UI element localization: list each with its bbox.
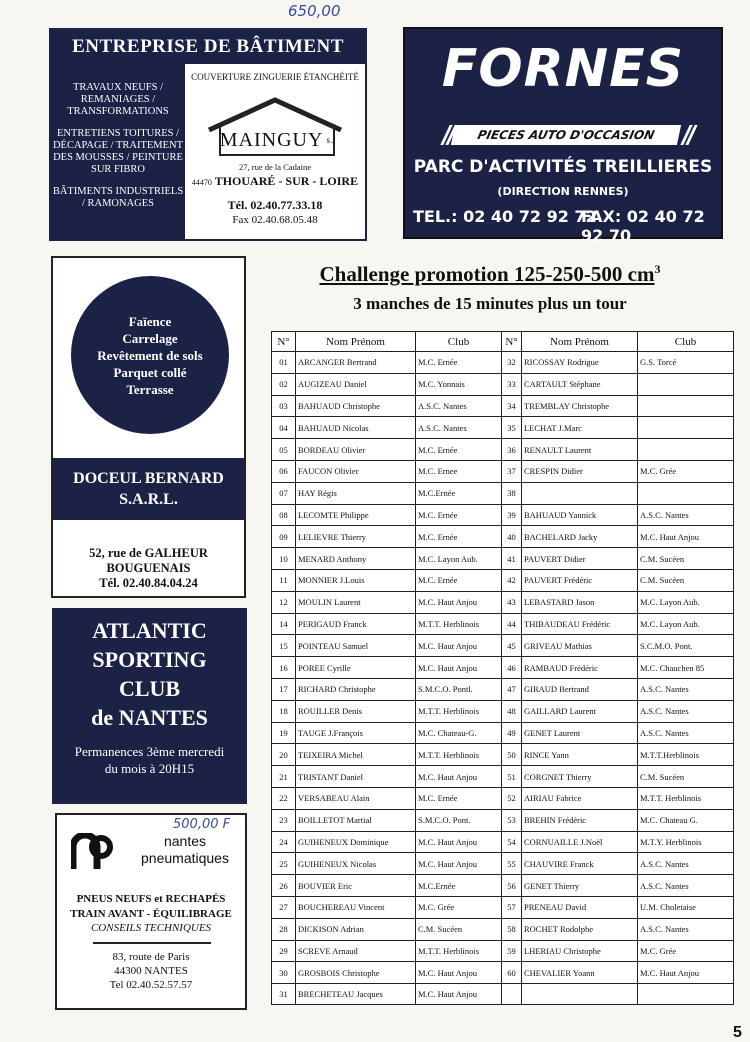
city: BOUGUENAIS: [106, 561, 191, 575]
entry-number: 11: [272, 569, 296, 591]
entry-club: [638, 417, 734, 439]
doceul-sarl: S.A.R.L.: [119, 491, 178, 508]
entry-table-body: [272, 352, 734, 1005]
entry-number: 44: [502, 613, 522, 635]
entry-number: 37: [502, 460, 522, 482]
entry-name: PERIGAUD Franck: [296, 613, 416, 635]
entry-club: A.S.C. Nantes: [416, 417, 502, 439]
entry-number: 12: [272, 591, 296, 613]
entry-name: RICHARD Christophe: [296, 678, 416, 700]
entry-name: GENET Laurent: [522, 722, 638, 744]
entry-number: 33: [502, 373, 522, 395]
entry-name: BREHIN Frédéric: [522, 809, 638, 831]
entry-name: CRESPIN Didier: [522, 460, 638, 482]
entry-club: C.M. Sucéen: [638, 569, 734, 591]
entry-name: DICKISON Adrian: [296, 918, 416, 940]
entry-name: GUIHENEUX Dominique: [296, 831, 416, 853]
entry-number: 39: [502, 504, 522, 526]
table-row: [272, 766, 734, 788]
entry-number: 40: [502, 526, 522, 548]
entry-club: M.C.Ernée: [416, 482, 502, 504]
entry-club: M.C. Haut Anjou: [416, 853, 502, 875]
entry-club: M.C. Ernée: [416, 526, 502, 548]
table-row: [272, 700, 734, 722]
table-row: [272, 591, 734, 613]
entry-name: TREMBLAY Christophe: [522, 395, 638, 417]
table-row: [272, 482, 734, 504]
entry-name: ROUILLER Denis: [296, 700, 416, 722]
entry-number: 23: [272, 809, 296, 831]
entry-number: 06: [272, 460, 296, 482]
table-row: [272, 526, 734, 548]
divider: [93, 942, 211, 944]
column-header: N°: [502, 332, 522, 352]
atlantic-permanences: [52, 743, 247, 777]
table-row: [272, 896, 734, 918]
np-line3: CONSEILS TECHNIQUES: [90, 922, 212, 934]
table-row: [272, 657, 734, 679]
entry-club: M.C. Grée: [416, 896, 502, 918]
table-row: [272, 787, 734, 809]
table-row: [272, 635, 734, 657]
entry-number: 27: [272, 896, 296, 918]
entry-name: VERSABEAU Alain: [296, 787, 416, 809]
np-name: [133, 833, 237, 867]
entry-club: C.M. Sucéen: [416, 918, 502, 940]
entry-name: GRIVEAU Mathias: [522, 635, 638, 657]
challenge-title-text: Challenge promotion 125-250-500 cm: [319, 262, 655, 286]
circle-line: Revêtement de sols: [97, 347, 203, 363]
entry-club: M.C. Ernee: [416, 460, 502, 482]
entry-club: [638, 373, 734, 395]
entry-name: FAUCON Olivier: [296, 460, 416, 482]
entry-club: M.C. Haut Anjou: [416, 591, 502, 613]
table-row: [272, 722, 734, 744]
table-header-row: [272, 332, 734, 352]
entry-number: 25: [272, 853, 296, 875]
circle-line: Terrasse: [126, 381, 174, 397]
entry-number: 45: [502, 635, 522, 657]
entry-name: LECHAT J.Marc: [522, 417, 638, 439]
page-number: 5: [733, 1024, 742, 1041]
entry-name: BAHUAUD Yannick: [522, 504, 638, 526]
fax: Fax 02.40.68.05.48: [232, 214, 318, 226]
entry-club: M.C. Haut Anjou: [416, 635, 502, 657]
entry-name: BOILLETOT Martial: [296, 809, 416, 831]
entry-number: 10: [272, 548, 296, 570]
table-row: [272, 395, 734, 417]
entry-club: C.M. Sucéen: [638, 766, 734, 788]
table-row: [272, 853, 734, 875]
np-line2: TRAIN AVANT - ÉQUILIBRAGE: [70, 908, 232, 920]
service-group: BÂTIMENTS INDUSTRIELS / RAMONAGES: [52, 186, 184, 209]
entry-name: BORDEAU Olivier: [296, 439, 416, 461]
column-header: N°: [272, 332, 296, 352]
tel: Tél. 02.40.77.33.18: [227, 198, 323, 212]
entry-number: 41: [502, 548, 522, 570]
entry-club: M.C. Ernée: [416, 569, 502, 591]
entry-name: PRENEAU David: [522, 896, 638, 918]
entry-number: 21: [272, 766, 296, 788]
entry-name: CORGNET Thierry: [522, 766, 638, 788]
entry-club: [638, 482, 734, 504]
entry-number: 17: [272, 678, 296, 700]
column-header: Nom Prénom: [522, 332, 638, 352]
entry-club: [638, 439, 734, 461]
doceul-name: DOCEUL BERNARD: [73, 470, 224, 487]
entry-club: S.C.M.O. Pont.: [638, 635, 734, 657]
entry-club: M.T.T. Herblinois: [638, 787, 734, 809]
entry-number: 05: [272, 439, 296, 461]
entry-number: 52: [502, 787, 522, 809]
entry-number: [502, 984, 522, 1005]
entry-number: 31: [272, 984, 296, 1005]
company-logo: [219, 126, 335, 156]
entry-club: [638, 395, 734, 417]
ad-fornes: [403, 27, 723, 245]
entry-number: 51: [502, 766, 522, 788]
entry-name: RICOSSAY Rodrigue: [522, 352, 638, 374]
entry-number: 09: [272, 526, 296, 548]
entry-club: A.S.C. Nantes: [638, 853, 734, 875]
entry-name: GENET Thierry: [522, 875, 638, 897]
table-row: [272, 613, 734, 635]
fornes-direction: (DIRECTION RENNES): [497, 185, 629, 198]
company-suffix: s.: [326, 135, 335, 145]
entry-number: 54: [502, 831, 522, 853]
entry-name: LELIEVRE Thierry: [296, 526, 416, 548]
handwritten-price: 500,00 F: [173, 817, 231, 832]
entry-name: BAHUAUD Christophe: [296, 395, 416, 417]
entry-name: MENARD Anthony: [296, 548, 416, 570]
entry-name: GIRAUD Bertrand: [522, 678, 638, 700]
np-city: 44300 NANTES: [114, 965, 188, 977]
entry-number: 53: [502, 809, 522, 831]
entry-club: M.C. Layon Aub.: [638, 591, 734, 613]
table-row: [272, 439, 734, 461]
entry-number: 56: [502, 875, 522, 897]
entry-number: 29: [272, 940, 296, 962]
entry-name: CARTAULT Stéphane: [522, 373, 638, 395]
ad-nantes-pneumatiques: [55, 813, 247, 1010]
entry-name: BRECHETEAU Jacques: [296, 984, 416, 1005]
entry-name: MONNIER J.Louis: [296, 569, 416, 591]
entry-club: [638, 984, 734, 1005]
entry-number: 36: [502, 439, 522, 461]
fornes-park: PARC D'ACTIVITÉS TREILLIERES: [413, 157, 713, 177]
entry-club: M.C. Haut Anjou: [416, 766, 502, 788]
entry-club: A.S.C. Nantes: [416, 395, 502, 417]
name-line: nantes: [163, 833, 207, 849]
tel: Tél. 02.40.84.04.24: [99, 576, 198, 590]
entry-name: ROCHET Rodolphe: [522, 918, 638, 940]
ad-mainguy-right: [185, 64, 365, 239]
entry-number: 35: [502, 417, 522, 439]
entry-name: CHAUVIRE Franck: [522, 853, 638, 875]
atlantic-title: [52, 616, 247, 732]
entry-name: POREE Cyrille: [296, 657, 416, 679]
column-header: Club: [416, 332, 502, 352]
table-row: [272, 831, 734, 853]
entry-name: TEIXEIRA Michel: [296, 744, 416, 766]
fornes-tel: TEL.: 02 40 72 92 72: [413, 207, 597, 226]
title-line: de NANTES: [91, 705, 208, 730]
company-name: MAINGUY: [219, 128, 324, 151]
entry-club: M.C. Yonnais: [416, 373, 502, 395]
table-row: [272, 875, 734, 897]
entry-club: S.M.C.O. Pont.: [416, 809, 502, 831]
entry-club: A.S.C. Nantes: [638, 918, 734, 940]
service-group: ENTRETIENS TOITURES / DÉCAPAGE / TRAITEMENT DES MOUSSES / PEINTURE SUR FIBRO: [52, 128, 184, 175]
entry-name: TRISTANT Daniel: [296, 766, 416, 788]
entry-number: 47: [502, 678, 522, 700]
circle-line: Carrelage: [122, 330, 178, 346]
challenge-subtitle: 3 manches de 15 minutes plus un tour: [353, 294, 627, 313]
text-line: Permanences 3ème mercredi: [74, 744, 225, 759]
city: THOUARÉ - SUR - LOIRE: [214, 174, 359, 188]
entry-number: 02: [272, 373, 296, 395]
entry-name: BACHELARD Jacky: [522, 526, 638, 548]
doceul-name-band: [53, 458, 244, 520]
stripe-decoration: [680, 125, 697, 145]
entry-name: GROSBOIS Christophe: [296, 962, 416, 984]
entry-club: A.S.C. Nantes: [638, 504, 734, 526]
entry-name: CORNUAILLE J.Noël: [522, 831, 638, 853]
entry-name: RENAULT Laurent: [522, 439, 638, 461]
fornes-fax: FAX: 02 40 72 92 70: [581, 207, 705, 245]
np-line1: PNEUS NEUFS et RECHAPÉS: [76, 893, 226, 905]
ad-mainguy-header: ENTREPRISE DE BÂTIMENT: [51, 30, 365, 64]
entry-name: RINCE Yann: [522, 744, 638, 766]
entry-number: 55: [502, 853, 522, 875]
entry-number: 59: [502, 940, 522, 962]
table-row: [272, 744, 734, 766]
entry-number: 28: [272, 918, 296, 940]
entry-number: 42: [502, 569, 522, 591]
city-line: [185, 174, 365, 189]
entry-club: M.T.T. Herblinois: [416, 940, 502, 962]
entry-name: POINTEAU Samuel: [296, 635, 416, 657]
street: 27, rue de la Cadaine: [239, 162, 311, 172]
entry-club: M.T.T. Herblinois: [416, 700, 502, 722]
name-line: pneumatiques: [141, 850, 229, 866]
ad-doceul: [51, 256, 246, 598]
table-row: [272, 918, 734, 940]
entry-name: MOULIN Laurent: [296, 591, 416, 613]
entry-number: 43: [502, 591, 522, 613]
entry-name: LHERIAU Christophe: [522, 940, 638, 962]
entry-club: A.S.C. Nantes: [638, 678, 734, 700]
table-row: [272, 548, 734, 570]
entry-name: HAY Régis: [296, 482, 416, 504]
entry-club: M.C. Chateau-G.: [416, 722, 502, 744]
entry-number: 18: [272, 700, 296, 722]
entry-number: 14: [272, 613, 296, 635]
entry-name: [522, 984, 638, 1005]
np-logo-icon: [71, 833, 113, 871]
ad-mainguy: [49, 28, 367, 241]
entry-name: THIBAUDEAU Frédéric: [522, 613, 638, 635]
entry-club: M.C. Haut Anjou: [416, 657, 502, 679]
entry-club: S.M.C.O. Pontl.: [416, 678, 502, 700]
entry-number: 49: [502, 722, 522, 744]
entry-name: BAHUAUD Nicolas: [296, 417, 416, 439]
text-line: du mois à 20H15: [104, 761, 195, 776]
entry-number: 01: [272, 352, 296, 374]
entry-name: RAMBAUD Frédéric: [522, 657, 638, 679]
table-row: [272, 352, 734, 374]
np-street: 83, route de Paris: [112, 951, 190, 963]
entry-club: M.C. Haut Anjou: [416, 962, 502, 984]
entry-name: BOUVIER Eric: [296, 875, 416, 897]
challenge-title: [240, 262, 740, 287]
entry-number: 34: [502, 395, 522, 417]
services-circle: [71, 276, 229, 434]
entry-name: [522, 482, 638, 504]
entry-club: C.M. Sucéen: [638, 548, 734, 570]
entry-number: 46: [502, 657, 522, 679]
table-row: [272, 809, 734, 831]
challenge-title-sup: 3: [654, 262, 661, 276]
entry-club: M.C. Chateau G.: [638, 809, 734, 831]
entry-name: SCREVE Arnaud: [296, 940, 416, 962]
table-row: [272, 678, 734, 700]
fornes-brand: FORNES: [441, 39, 685, 99]
entry-club: M.C. Haut Anjou: [638, 962, 734, 984]
table-row: [272, 504, 734, 526]
entry-club: M.C.Ernée: [416, 875, 502, 897]
table-row: [272, 417, 734, 439]
title-line: SPORTING: [92, 647, 207, 672]
entry-number: 22: [272, 787, 296, 809]
entry-number: 38: [502, 482, 522, 504]
entry-number: 19: [272, 722, 296, 744]
entry-number: 08: [272, 504, 296, 526]
entry-club: A.S.C. Nantes: [638, 700, 734, 722]
entry-name: PAUVERT Frédéric: [522, 569, 638, 591]
entry-club: G.S. Torcé: [638, 352, 734, 374]
table-row: [272, 984, 734, 1005]
circle-line: Faïence: [128, 313, 172, 329]
entry-name: LEBASTARD Jason: [522, 591, 638, 613]
entry-name: BOUCHEREAU Vincent: [296, 896, 416, 918]
entry-number: 60: [502, 962, 522, 984]
column-header: Nom Prénom: [296, 332, 416, 352]
entry-club: M.C. Layon Aub.: [638, 613, 734, 635]
table-row: [272, 962, 734, 984]
entry-club: M.C. Ernée: [416, 787, 502, 809]
np-tel: Tel 02.40.52.57.57: [109, 979, 193, 991]
entry-club: U.M. Choletaise: [638, 896, 734, 918]
title-line: CLUB: [118, 676, 181, 701]
entry-name: CHEVALIER Yoann: [522, 962, 638, 984]
entry-number: 32: [502, 352, 522, 374]
entry-number: 48: [502, 700, 522, 722]
entry-name: GUIHENEUX Nicolas: [296, 853, 416, 875]
entry-club: M.C. Haut Anjou: [416, 984, 502, 1005]
entry-club: A.S.C. Nantes: [638, 875, 734, 897]
entry-number: 20: [272, 744, 296, 766]
entry-number: 03: [272, 395, 296, 417]
entry-name: GAILLARD Laurent: [522, 700, 638, 722]
entry-number: 15: [272, 635, 296, 657]
entry-name: LECOMTE Philippe: [296, 504, 416, 526]
handwritten-price: 650,00: [288, 2, 341, 20]
entry-club: M.C. Haut Anjou: [638, 526, 734, 548]
table-row: [272, 460, 734, 482]
fornes-tagline: PIECES AUTO D'OCCASION: [451, 125, 681, 145]
entry-number: 58: [502, 918, 522, 940]
entry-number: 26: [272, 875, 296, 897]
entry-club: M.C. Chauchen 85: [638, 657, 734, 679]
ad-atlantic: [52, 608, 247, 804]
entry-number: 57: [502, 896, 522, 918]
entry-club: M.C. Layon Aub.: [416, 548, 502, 570]
entry-club: M.C. Ernée: [416, 504, 502, 526]
entry-number: 07: [272, 482, 296, 504]
entry-name: PAUVERT Didier: [522, 548, 638, 570]
entry-club: M.C. Grée: [638, 460, 734, 482]
entry-name: ARCANGER Bertrand: [296, 352, 416, 374]
entry-club: A.S.C. Nantes: [638, 722, 734, 744]
entry-club: M.T.T. Herblinois: [416, 613, 502, 635]
entry-name: AUGIZEAU Daniel: [296, 373, 416, 395]
entry-number: 24: [272, 831, 296, 853]
entry-club: M.C. Grée: [638, 940, 734, 962]
entry-club: M.C. Ernée: [416, 439, 502, 461]
entry-club: M.C. Ernée: [416, 352, 502, 374]
trades: COUVERTURE ZINGUERIE ÉTANCHÉITÉ: [191, 72, 359, 82]
title-line: ATLANTIC: [92, 618, 207, 643]
entry-table: [271, 331, 734, 1005]
postcode: 44470: [191, 178, 212, 187]
entry-number: 16: [272, 657, 296, 679]
table-row: [272, 373, 734, 395]
circle-line: Parquet collé: [113, 364, 187, 380]
ad-mainguy-services: [51, 64, 185, 239]
service-group: TRAVAUX NEUFS / REMANIAGES / TRANSFORMATIONS: [67, 82, 169, 117]
column-header: Club: [638, 332, 734, 352]
entry-club: M.T.Y. Herblinois: [638, 831, 734, 853]
street: 52, rue de GALHEUR: [89, 546, 208, 560]
entry-number: 50: [502, 744, 522, 766]
entry-club: M.C. Haut Anjou: [416, 831, 502, 853]
entry-club: M.T.T. Herblinois: [416, 744, 502, 766]
entry-number: 30: [272, 962, 296, 984]
entry-club: M.T.T.Herblinois: [638, 744, 734, 766]
entry-name: AIRIAU Fabrice: [522, 787, 638, 809]
entry-number: 04: [272, 417, 296, 439]
table-row: [272, 569, 734, 591]
doceul-address: [53, 546, 244, 591]
entry-name: TAUGE J.François: [296, 722, 416, 744]
table-row: [272, 940, 734, 962]
